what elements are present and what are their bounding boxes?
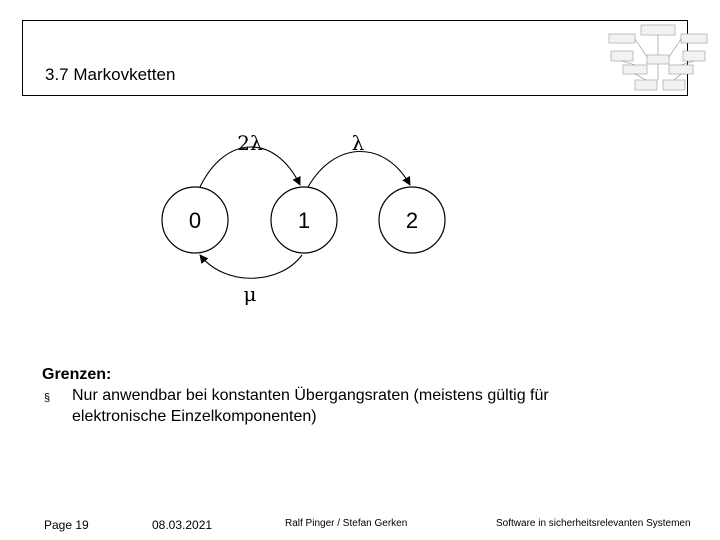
bullet-marker: § <box>44 392 51 404</box>
footer-date: 08.03.2021 <box>152 518 213 532</box>
markov-chain-diagram <box>150 125 450 305</box>
footer-page: Page 19 <box>44 518 89 532</box>
bullet-item <box>42 385 642 427</box>
rate-mu-label: μ <box>243 282 257 305</box>
title-box <box>22 20 688 96</box>
arrow-1-to-2 <box>308 151 410 187</box>
rate-2lambda-label: 2λ <box>237 131 263 155</box>
section-heading: Grenzen: <box>42 366 112 383</box>
content-block <box>42 364 642 427</box>
arrow-1-to-0 <box>200 255 302 278</box>
footer-authors: Ralf Pinger / Stefan Gerken <box>285 518 408 529</box>
footer-course: Software in sicherheitsrelevanten Systemen <box>496 518 691 529</box>
slide-title: 3.7 Markovketten <box>45 65 176 84</box>
state-1-label: 1 <box>297 208 311 233</box>
bullet-text: Nur anwendbar bei konstanten Übergangsraten (meistens gültig für elektronische Einzelkomponenten) <box>72 387 549 425</box>
state-2-label: 2 <box>405 208 419 233</box>
rate-lambda-label: λ <box>351 131 365 155</box>
state-0-label: 0 <box>188 208 202 233</box>
course-overview-logo <box>605 24 713 94</box>
